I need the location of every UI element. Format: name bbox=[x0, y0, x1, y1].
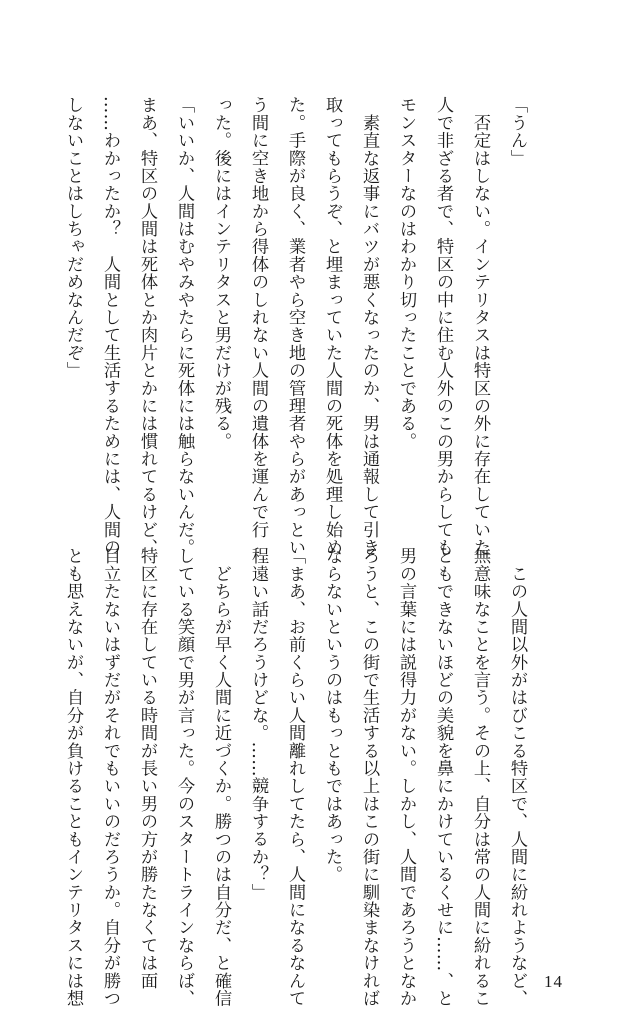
upper-text-block bbox=[63, 96, 535, 556]
text-line: ともできないほどの美貌を鼻にかけているくせに……、と bbox=[433, 547, 453, 1007]
text-line: しないことはしちゃだめなんだぞ」 bbox=[63, 96, 83, 380]
text-line: 程遠い話だろうけどな。……競争するか？」 bbox=[248, 547, 268, 901]
text-line: 無意味なことを言う。その上、自分は常の人間に紛れるこ bbox=[470, 547, 490, 1007]
text-line: 「うん」 bbox=[507, 96, 527, 167]
text-line: た。手際が良く、業者やら空き地の管理者やらがあっとい bbox=[285, 96, 305, 556]
text-line: った。後にはインテリタスと男だけが残る。 bbox=[211, 96, 231, 450]
text-line: どちらが早く人間に近づくか。勝つのは自分だ、と確信 bbox=[211, 547, 231, 1007]
text-line: う間に空き地から得体のしれない人間の遺体を運んで行 bbox=[248, 96, 268, 539]
text-line: とも思えないが、自分が負けることもインテリタスには想 bbox=[63, 547, 83, 1007]
text-line: ろうと、この街で生活する以上はこの街に馴染まなければ bbox=[359, 547, 379, 1007]
text-line: 人で非ざる者で、特区の中に住む人外のこの男からしても bbox=[433, 96, 453, 556]
page-number: 14 bbox=[544, 972, 563, 991]
text-line: 素直な返事にバツが悪くなったのか、男は通報して引き bbox=[359, 96, 379, 556]
text-line: ……わかったか？ 人間として生活するためには、人間の bbox=[100, 96, 120, 556]
text-line: 目立たないはずだがそれでもいいのだろうか。自分が勝つ bbox=[100, 547, 120, 1007]
text-line: ならないというのはもっともではあった。 bbox=[322, 547, 342, 884]
text-line: 「いいか、人間はむやみやたらに死体には触らないんだ。 bbox=[174, 96, 194, 556]
text-line: この人間以外がはびこる特区で、人間に紛れようなど、 bbox=[507, 547, 527, 1007]
lower-text-block bbox=[63, 547, 535, 1007]
text-line: 取ってもらうぞ、と埋まっていた人間の死体を処理し始め bbox=[322, 96, 342, 556]
text-line: 男の言葉には説得力がない。しかし、人間であろうとなか bbox=[396, 547, 416, 1007]
text-line: している笑顔で男が言った。今のスタートラインならば、 bbox=[174, 547, 194, 1007]
text-line: 否定はしない。インテリタスは特区の外に存在していた bbox=[470, 96, 490, 556]
text-line: 特区に存在している時間が長い男の方が勝たなくては面 bbox=[137, 547, 157, 990]
text-line: まあ、特区の人間は死体とか肉片とかには慣れてるけど、 bbox=[137, 96, 157, 556]
text-line: モンスターなのはわかり切ったことである。 bbox=[396, 96, 416, 450]
text-line: 「まあ、お前くらい人間離れしてたら、人間になるなんて bbox=[285, 547, 305, 1007]
